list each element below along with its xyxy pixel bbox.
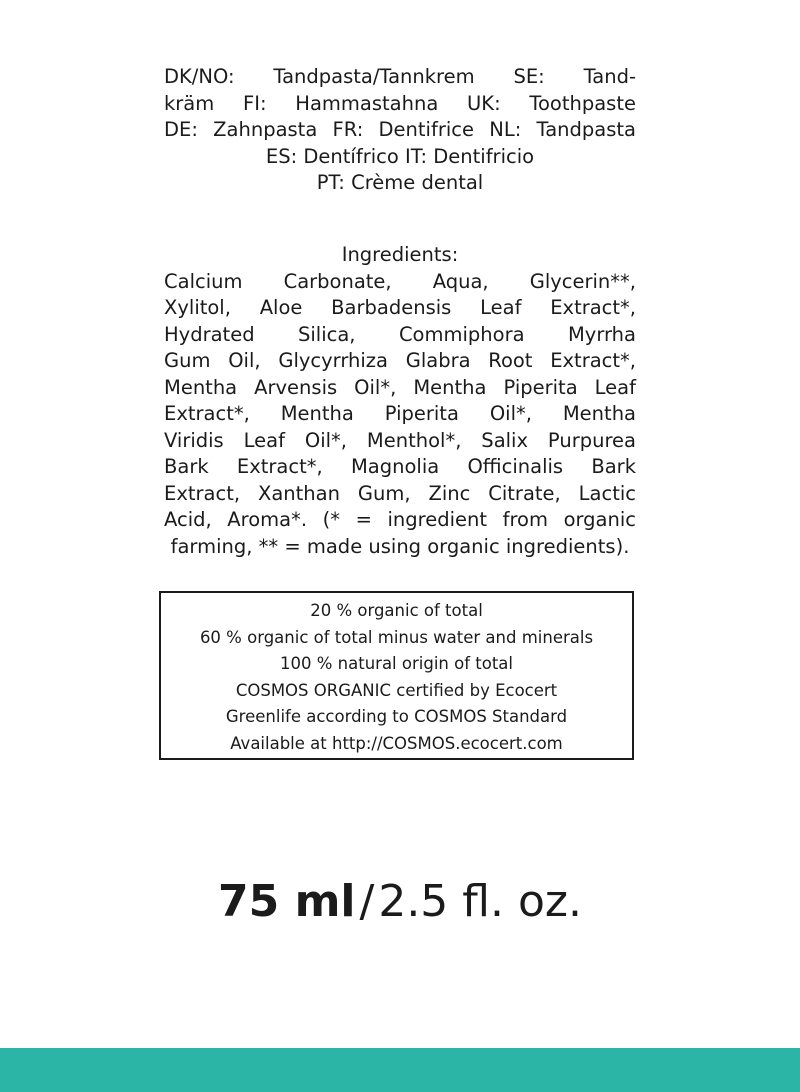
product-names [164, 64, 636, 197]
ingredients-section [164, 242, 636, 560]
ingredients-line: Gum Oil, Glycyrrhiza Glabra Root Extract*, [164, 349, 636, 372]
ingredients-line: Hydrated Silica, Commiphora Myrrha [164, 322, 636, 346]
footer-color-band [0, 1048, 800, 1092]
ingredients-line: Extract, Xanthan Gum, Zinc Citrate, Lactic [164, 481, 636, 505]
certification-box [159, 591, 634, 760]
product-names-line: DK/NO: Tandpasta/Tannkrem SE: Tand- [164, 65, 636, 88]
volume-metric: 75 ml [218, 876, 356, 927]
certification-line: COSMOS ORGANIC certified by Ecocert [235, 680, 558, 700]
certification-line: 100 % natural origin of total [280, 654, 513, 673]
product-names-line: DE: Zahnpasta FR: Dentifrice NL: Tandpasta [164, 118, 636, 141]
ingredients-line: Viridis Leaf Oil*, Menthol*, Salix Purpurea [164, 428, 636, 452]
ingredients-line: farming, ** = made using organic ingredients). [170, 534, 630, 558]
product-names-line: ES: Dentífrico IT: Dentifricio [265, 144, 535, 168]
ingredients-line: Xylitol, Aloe Barbadensis Leaf Extract*, [164, 296, 636, 319]
certification-line: Available at http://COSMOS.ecocert.com [230, 733, 563, 753]
ingredients-line: Calcium Carbonate, Aqua, Glycerin**, [164, 269, 636, 293]
ingredients-line: Mentha Arvensis Oil*, Mentha Piperita Leaf [164, 375, 636, 399]
ingredients-heading: Ingredients: [341, 243, 459, 266]
ingredients-line: Acid, Aroma*. (* = ingredient from organic [164, 508, 636, 531]
volume-label [0, 872, 800, 932]
certification-line: Greenlife according to COSMOS Standard [225, 707, 568, 726]
volume-imperial: 2.5 fl. oz. [378, 876, 582, 927]
product-names-line: PT: Crème dental [316, 171, 484, 194]
volume-separator: / [359, 876, 375, 927]
product-names-line: kräm FI: Hammastahna UK: Toothpaste [164, 91, 636, 115]
ingredients-line: Extract*, Mentha Piperita Oil*, Mentha [164, 402, 636, 425]
certification-line: 20 % organic of total [310, 601, 483, 620]
ingredients-line: Bark Extract*, Magnolia Officinalis Bark [164, 455, 636, 478]
certification-line: 60 % organic of total minus water and minerals [199, 627, 594, 647]
